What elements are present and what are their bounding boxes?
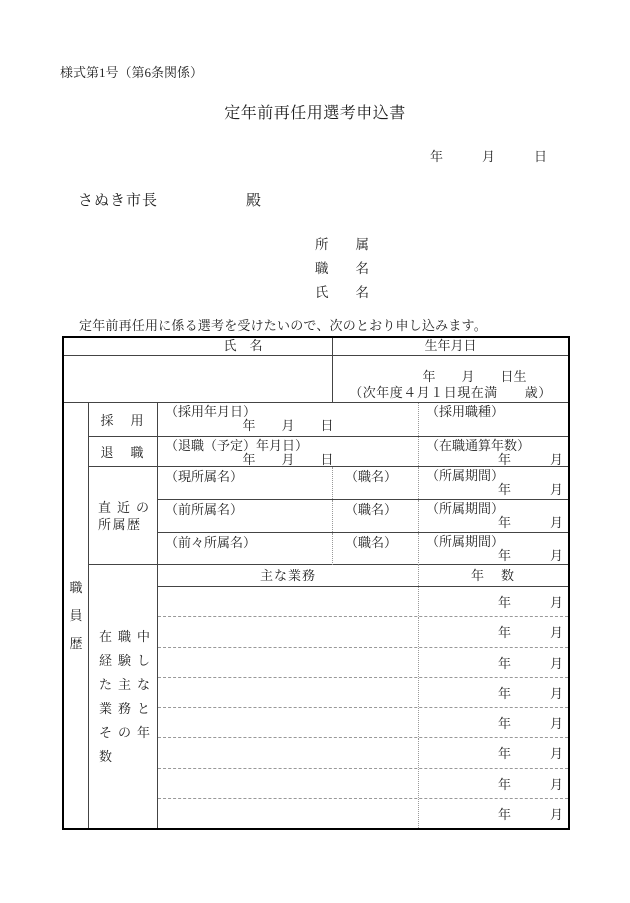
- main-duties-header: 主な業務: [158, 565, 419, 586]
- duty-row: [158, 798, 568, 828]
- addressee-honorific: 殿: [246, 193, 263, 209]
- duty-years-value: 年 月: [497, 595, 563, 611]
- main-duties-block: [89, 565, 568, 828]
- signer-name-label: 氏 名: [315, 285, 369, 300]
- career-char-2: 員: [69, 607, 83, 623]
- duty-entry-cell: [158, 617, 419, 646]
- duty-row: [158, 587, 568, 616]
- years-header: 年 数: [470, 568, 516, 583]
- career-history-section: [64, 403, 568, 828]
- page-title: 定年前再任用選考申込書: [224, 105, 406, 122]
- period-label: （所属期間）: [426, 534, 505, 549]
- jobtitle-label: （職名）: [333, 533, 419, 565]
- duty-years-value: 年 月: [497, 655, 563, 671]
- duty-row: [158, 677, 568, 707]
- duty-entry-cell: [158, 799, 419, 828]
- career-history-vertical-label: [64, 403, 89, 828]
- addressee-line: [78, 189, 262, 210]
- duty-years-value: 年 月: [497, 685, 563, 701]
- birthdate-entry-cell: [333, 356, 568, 402]
- career-char-3: 歴: [69, 635, 83, 651]
- age-line: （次年度４月１日現在満 歳）: [349, 385, 552, 400]
- before-previous-affiliation-label: （前々所属名）: [158, 533, 333, 565]
- duty-entry-cell: [158, 708, 419, 737]
- period-label: （所属期間）: [426, 501, 505, 516]
- previous-affiliation-label: （前所属名）: [158, 500, 333, 532]
- recent-affiliations-block: [89, 467, 568, 565]
- affiliation-entry-current: [158, 467, 568, 500]
- duty-years-value: 年 月: [497, 716, 563, 732]
- application-table: [62, 336, 570, 830]
- birthdate-line: 年 月 日生: [422, 369, 527, 384]
- duty-years-value: 年 月: [497, 625, 563, 641]
- main-duties-vertical-label: 在職中 経験し た主な 業務と その年 数: [89, 565, 158, 828]
- retire-date-value: 年 月 日: [242, 452, 334, 467]
- duty-entry-cell: [158, 738, 419, 767]
- jobtitle-label: （職名）: [333, 500, 419, 532]
- duty-years-value: 年 月: [497, 746, 563, 762]
- signer-block: [315, 233, 369, 305]
- addressee-name: さぬき市長: [78, 193, 159, 209]
- period-value: 年 月: [497, 482, 563, 497]
- duty-entry-cell: [158, 648, 419, 677]
- recent-affiliations-label: 直近の 所属歴: [89, 467, 158, 564]
- duty-years-value: 年 月: [497, 776, 563, 792]
- career-char-1: 職: [69, 579, 83, 595]
- duty-entry-cell: [158, 678, 419, 707]
- duty-row: [158, 707, 568, 737]
- affiliation-entry-previous: [158, 500, 568, 533]
- retire-date-label: （退職（予定）年月日）: [165, 438, 309, 453]
- application-date-line: 年 月 日: [430, 149, 548, 164]
- hire-row: [89, 403, 568, 437]
- retire-row: [89, 437, 568, 467]
- hire-jobkind-label: （採用職種）: [426, 404, 505, 419]
- table-header-row: [64, 338, 568, 356]
- birthdate-header-cell: 生年月日: [424, 338, 477, 353]
- hire-date-label: （採用年月日）: [165, 404, 257, 419]
- hire-row-label: 採 用: [89, 403, 158, 436]
- signer-jobtitle-label: 職 名: [315, 261, 369, 276]
- service-total-value: 年 月: [497, 452, 563, 467]
- intro-sentence: 定年前再任用に係る選考を受けたいので、次のとおり申し込みます。: [79, 318, 487, 333]
- duty-row: [158, 768, 568, 798]
- retire-row-label: 退 職: [89, 437, 158, 466]
- form-number: 様式第1号（第6条関係）: [60, 65, 204, 80]
- name-entry-cell: [64, 356, 333, 402]
- affiliation-entry-before-previous: [158, 533, 568, 565]
- duty-row: [158, 647, 568, 677]
- duty-years-value: 年 月: [497, 806, 563, 822]
- name-header-cell: 氏 名: [64, 338, 333, 355]
- duty-row: [158, 737, 568, 767]
- duty-entry-cell: [158, 769, 419, 798]
- service-total-label: （在職通算年数）: [426, 438, 531, 453]
- signer-affiliation-label: 所 属: [315, 237, 369, 252]
- duties-header-row: [158, 565, 568, 587]
- period-value: 年 月: [497, 515, 563, 530]
- duty-row: [158, 616, 568, 646]
- table-value-row: [64, 356, 568, 403]
- jobtitle-label: （職名）: [333, 467, 419, 499]
- period-label: （所属期間）: [426, 468, 505, 483]
- hire-date-value: 年 月 日: [242, 418, 334, 433]
- duty-entry-cell: [158, 587, 419, 616]
- current-affiliation-label: （現所属名）: [158, 467, 333, 499]
- period-value: 年 月: [497, 548, 563, 563]
